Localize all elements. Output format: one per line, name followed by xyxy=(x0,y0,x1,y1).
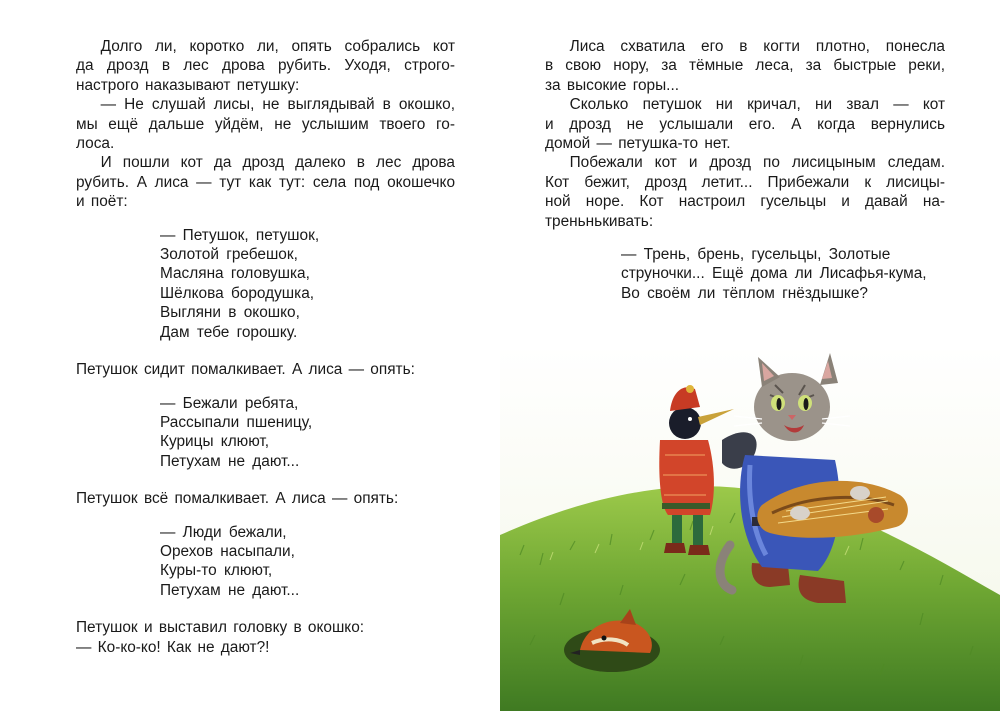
verse-line: Золотые струночки... xyxy=(621,246,891,283)
paragraph xyxy=(76,489,455,508)
text-line: и поёт: xyxy=(76,193,128,211)
paragraph xyxy=(545,37,945,95)
verse-line: Золотой гребешок, xyxy=(160,246,298,264)
text-line: Петушок сидит помалкивает. А лиса — опять: xyxy=(76,361,415,379)
verse-line: Петухам не дают... xyxy=(160,581,300,599)
text-line: лоса. xyxy=(76,135,115,153)
verse-line: — Петушок, петушок, xyxy=(160,226,320,244)
verse-line: — Люди бежали, xyxy=(160,523,287,541)
illustration-cat-and-thrush xyxy=(500,345,1000,711)
verse-line: Курицы клюют, xyxy=(160,433,270,451)
verse-line: Куры-то клюют, xyxy=(160,562,273,580)
paragraph xyxy=(76,153,455,211)
verse-line: Шёлкова бородушка, xyxy=(160,284,315,302)
verse-block xyxy=(621,245,945,303)
text-line: Кот бежит, дрозд летит... Прибежали к лисицы- xyxy=(545,173,945,191)
text-line: в свою нору, за тёмные леса, за быстрые реки, xyxy=(545,57,945,75)
verse-line: Ещё дома ли Лисафья-кума, xyxy=(712,265,927,283)
text-line: рубить. А лиса — тут как тут: села под окошечко xyxy=(76,173,455,191)
text-line: домой — петушка-то нет. xyxy=(545,135,731,153)
text-line: настрого наказывают петушку: xyxy=(76,76,300,94)
paragraph xyxy=(76,95,455,153)
verse-line: Дам тебе горошку. xyxy=(160,323,298,341)
paragraph xyxy=(545,95,945,153)
text-line: Побежали кот и дрозд по лисицыным следам. xyxy=(569,154,945,172)
paragraph xyxy=(76,37,455,95)
paragraph xyxy=(76,618,455,657)
verse-line: Орехов насыпали, xyxy=(160,542,295,560)
text-line: — Не слушай лисы, не выглядывай в окошко, xyxy=(100,96,455,114)
verse-block xyxy=(160,523,455,601)
verse-block xyxy=(160,226,455,342)
verse-line: — Трень, брень, гусельцы, xyxy=(621,246,822,264)
text-line: да дрозд в лес дрова рубить. Уходя, строго- xyxy=(76,57,455,75)
text-line: Петушок и выставил головку в окошко: xyxy=(76,619,365,637)
text-line: Сколько петушок ни кричал, ни звал — кот xyxy=(569,96,945,114)
paragraph xyxy=(545,153,945,231)
right-text-column xyxy=(545,37,945,303)
text-line: Долго ли, коротко ли, опять собрались кот xyxy=(100,38,455,55)
verse-line: Выгляни в окошко, xyxy=(160,304,300,322)
text-line: ной норе. Кот настроил гусельцы и давай на- xyxy=(545,193,945,211)
text-line: Петушок всё помалкивает. А лиса — опять: xyxy=(76,490,399,508)
text-line: и дрозд не услышали его. А когда вернулись xyxy=(545,115,945,133)
text-line: треньнькивать: xyxy=(545,212,654,230)
text-line: И пошли кот да дрозд далеко в лес дрова xyxy=(100,154,455,172)
text-line: мы ещё дальше уйдём, не услышим твоего го- xyxy=(76,115,455,133)
verse-line: Рассыпали пшеницу, xyxy=(160,413,313,431)
verse-block xyxy=(160,394,455,472)
text-line: Лиса схватила его в когти плотно, понесла xyxy=(569,38,945,55)
verse-line: Во своём ли тёплом гнёздышке? xyxy=(621,284,868,302)
text-line: — Ко-ко-ко! Как не дают?! xyxy=(76,638,270,656)
paragraph xyxy=(76,360,455,379)
verse-line: Петухам не дают... xyxy=(160,452,300,470)
left-text-column xyxy=(76,37,455,657)
verse-line: Масляна головушка, xyxy=(160,265,310,283)
verse-line: — Бежали ребята, xyxy=(160,394,299,412)
text-line: за высокие горы... xyxy=(545,76,680,94)
